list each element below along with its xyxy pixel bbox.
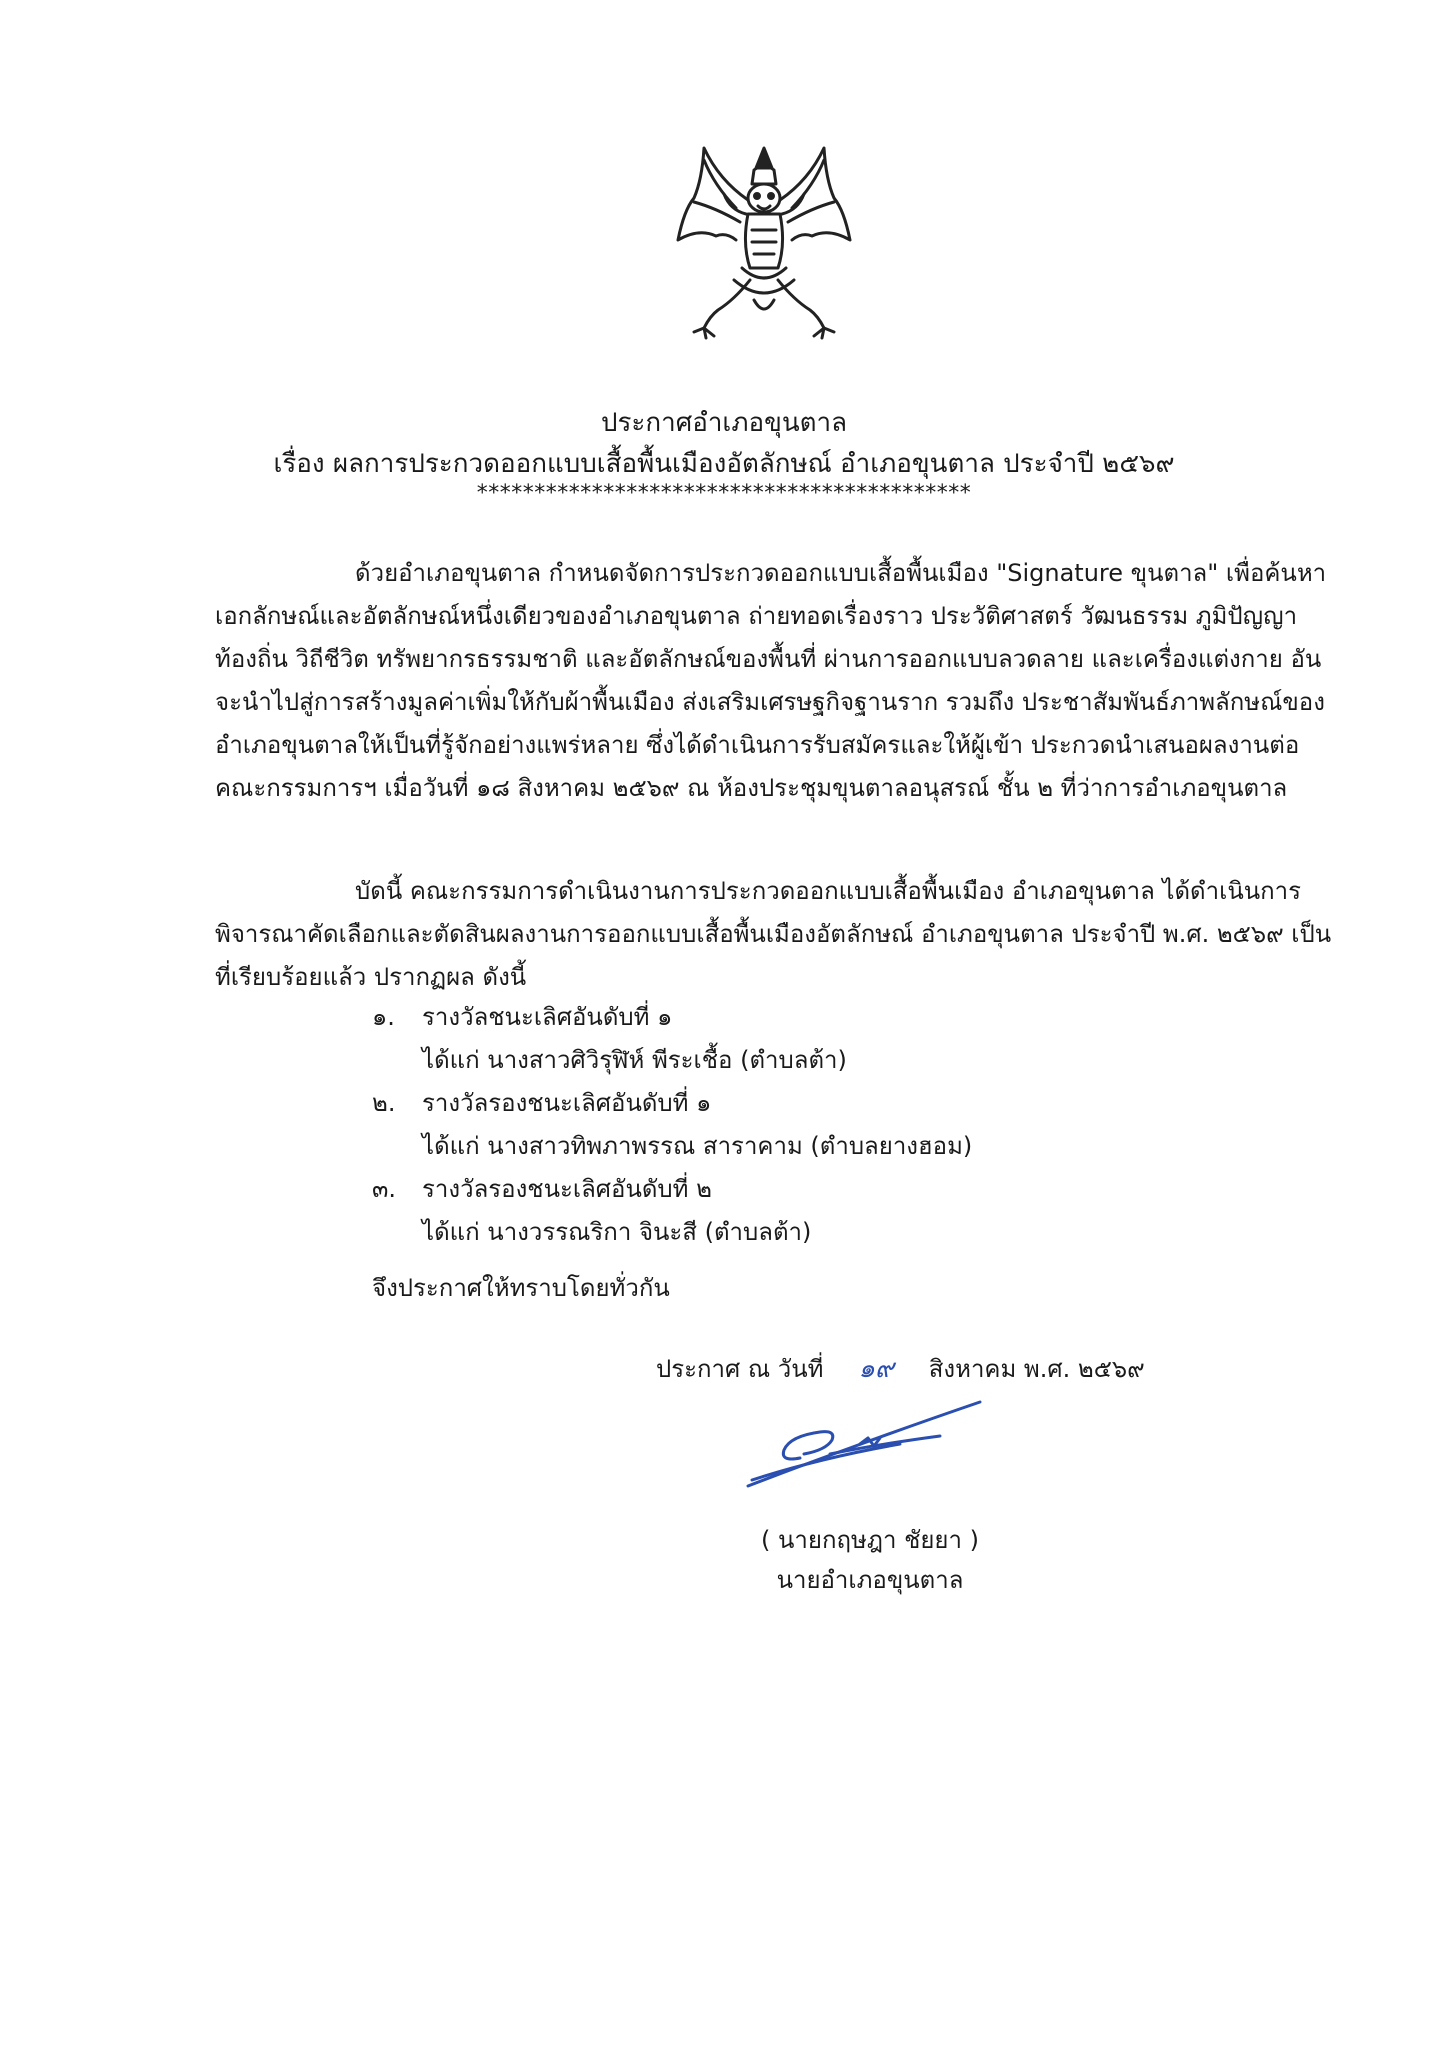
award-item-3	[372, 1168, 1272, 1254]
award-number: ๑.	[372, 1003, 395, 1031]
award-number: ๒.	[372, 1089, 396, 1117]
award-winner: ได้แก่ นางวรรณริกา จินะสี (ตำบลต้า)	[422, 1218, 812, 1246]
body-paragraph-1: ด้วยอำเภอขุนตาล กำหนดจัดการประกวดออกแบบเสื้อพื้นเมือง "Signature ขุนตาล" เพื่อค้นหาเอกลักษณ์และอัตลักษณ์หนึ่งเดียวของอำเภอขุนตาล ถ่ายทอดเรื่องราว ประวัติศาสตร์ วัฒนธรรม ภูมิปัญญาท้องถิ่น วิถีชีวิต ทรัพยากรธรรมชาติ และอัตลักษณ์ของพื้นที่ ผ่านการออกแบบลวดลาย และเครื่องแต่งกาย อันจะนำไปสู่การสร้างมูลค่าเพิ่มให้กับผ้าพื้นเมือง ส่งเสริมเศรษฐกิจฐานราก รวมถึง ประชาสัมพันธ์ภาพลักษณ์ของอำเภอขุนตาลให้เป็นที่รู้จักอย่างแพร่หลาย ซึ่งได้ดำเนินการรับสมัครและให้ผู้เข้า ประกวดนำเสนอผลงานต่อคณะกรรมการฯ เมื่อวันที่ ๑๘ สิงหาคม ๒๕๖๙ ณ ห้องประชุมขุนตาลอนุสรณ์ ชั้น ๒ ที่ว่าการอำเภอขุนตาล	[215, 559, 1327, 802]
award-winner: ได้แก่ นางสาวทิพภาพรรณ สาราคาม (ตำบลยางฮอม)	[422, 1132, 973, 1160]
signatory-position: นายอำเภอขุนตาล	[776, 1566, 964, 1594]
handwritten-signature	[740, 1388, 1000, 1498]
body-paragraph-2: บัดนี้ คณะกรรมการดำเนินงานการประกวดออกแบบเสื้อพื้นเมือง อำเภอขุนตาล ได้ดำเนินการพิจารณาคัดเลือกและตัดสินผลงานการออกแบบเสื้อพื้นเมืองอัตลักษณ์ อำเภอขุนตาล ประจำปี พ.ศ. ๒๕๖๙ เป็นที่เรียบร้อยแล้ว ปรากฏผล ดังนี้	[215, 877, 1332, 991]
closing-statement: จึงประกาศให้ทราบโดยทั่วกัน	[372, 1274, 670, 1302]
award-title: รางวัลรองชนะเลิศอันดับที่ ๒	[422, 1175, 712, 1203]
award-item-1	[372, 996, 1272, 1082]
signatory-name: ( นายกฤษฎา ชัยยา )	[761, 1526, 979, 1554]
separator-line: *******************************************	[476, 481, 972, 506]
award-title: รางวัลรองชนะเลิศอันดับที่ ๑	[422, 1089, 712, 1117]
date-prefix: ประกาศ ณ วันที่	[656, 1355, 824, 1383]
announcement-subject: เรื่อง ผลการประกวดออกแบบเสื้อพื้นเมืองอัตลักษณ์ อำเภอขุนตาล ประจำปี ๒๕๖๙	[273, 449, 1175, 479]
date-day-handwritten: ๑๙	[858, 1354, 894, 1384]
award-title: รางวัลชนะเลิศอันดับที่ ๑	[422, 1003, 673, 1031]
announcement-date	[656, 1348, 1145, 1389]
announcement-authority: ประกาศอำเภอขุนตาล	[600, 408, 848, 438]
award-winner: ได้แก่ นางสาวศิวิรุฬิห์ พีระเชื้อ (ตำบลต้า)	[422, 1046, 847, 1074]
award-number: ๓.	[372, 1175, 397, 1203]
date-suffix: สิงหาคม พ.ศ. ๒๕๖๙	[928, 1355, 1145, 1383]
garuda-emblem-icon	[664, 140, 864, 340]
award-item-2	[372, 1082, 1272, 1168]
